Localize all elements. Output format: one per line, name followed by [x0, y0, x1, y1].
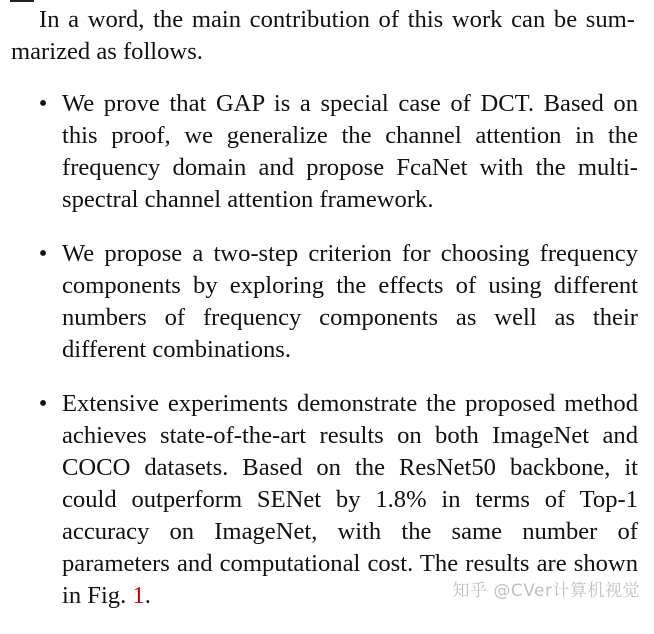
bullet-text-end: .	[144, 582, 151, 609]
bullet-icon: •	[38, 240, 48, 267]
bullet-text: We propose a two-step criterion for choosing frequency components by exploring the effects of using different numbers of frequency components as well as their different combinations.	[62, 240, 638, 363]
contribution-list	[0, 88, 654, 634]
bullet-text-main: Extensive experiments demonstrate the proposed method achieves state-of-the-art results on both ImageNet and COCO datasets. Based on the ResNet50 backbone, it could outperform SENet by 1.8% in terms of Top-1 accuracy on ImageNet, with the same number of parameters and computational cost. The results are shown in Fig.	[62, 390, 638, 609]
list-item	[0, 238, 638, 366]
figure-reference-link[interactable]: 1	[132, 582, 145, 609]
list-item	[0, 88, 638, 216]
bullet-icon: •	[38, 390, 48, 417]
bullet-icon: •	[38, 90, 48, 117]
bullet-text: We prove that GAP is a special case of DCT. Based on this proof, we generalize the channel attention in the frequency domain and propose FcaNet with the multispectral channel attention framework.	[62, 90, 638, 213]
top-cut-line	[10, 0, 34, 2]
intro-paragraph: In a word, the main contribution of this work can be summarized as follows.	[11, 6, 635, 65]
watermark: 知乎 @CVer计算机视觉	[452, 581, 640, 601]
